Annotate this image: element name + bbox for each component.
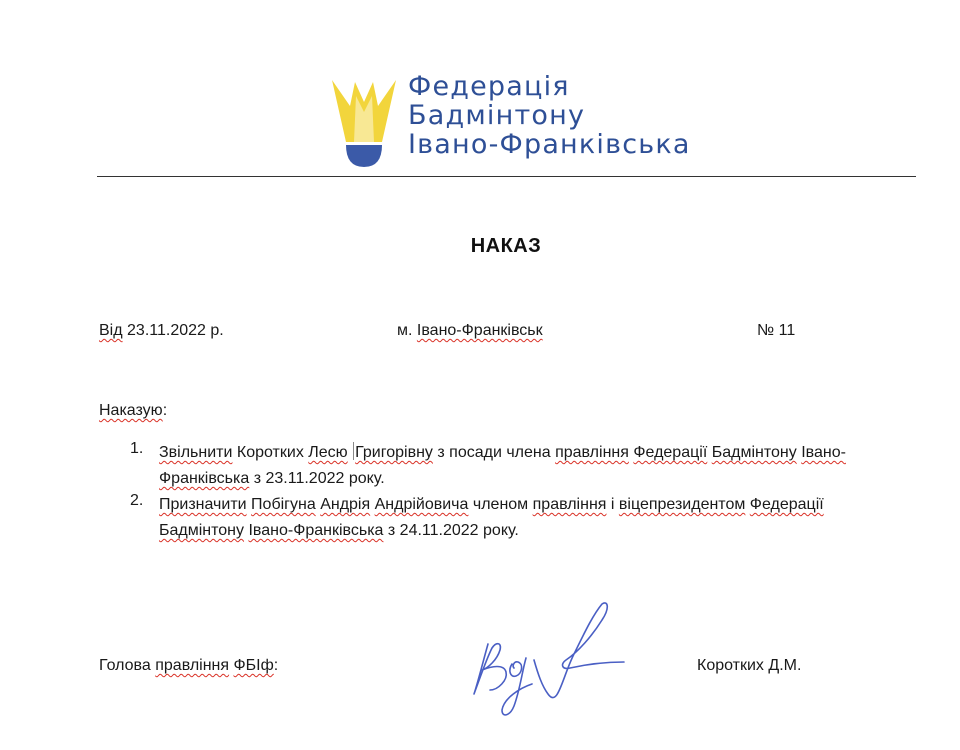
signatory-title (99, 657, 278, 675)
flagged-word: Федерації (749, 496, 824, 513)
flagged-word: Лесю (308, 444, 348, 461)
document-title: НАКАЗ (470, 235, 542, 257)
flagged-word: Івано-Франківська (248, 522, 384, 539)
flagged-word: правління (555, 444, 629, 461)
date-prefix: Від (99, 322, 123, 339)
intro-word: Наказую (99, 402, 163, 419)
flagged-word: Призначити (159, 496, 247, 513)
flagged-word: правління (532, 496, 607, 513)
flagged-word: Бадмінтону (159, 522, 245, 539)
date-value: 23.11.2022 р. (127, 322, 224, 339)
text-cursor (353, 442, 354, 460)
flagged-word: Григорівну (355, 444, 433, 461)
signatory-colon: : (273, 657, 279, 674)
shuttlecock-base-icon (346, 145, 382, 167)
text-run: членом (468, 496, 533, 513)
city-prefix: м. (397, 322, 413, 339)
flagged-word: Федерації (633, 444, 708, 461)
signatory-org: ФБІф (233, 657, 274, 674)
org-name-line-2: Бадмінтону (408, 100, 586, 131)
order-date (99, 322, 224, 340)
org-name (408, 72, 691, 159)
org-name-line-1: Федерація (408, 71, 570, 102)
shuttlecock-logo-icon (328, 72, 400, 170)
order-item-text (159, 440, 904, 492)
flagged-word: Івано-Франківська (159, 444, 846, 487)
text-run: з 24.11.2022 року. (383, 522, 519, 539)
text-run: з посади члена (432, 444, 556, 461)
flagged-word: Андрійовича (374, 496, 469, 513)
text-run (348, 444, 352, 461)
order-item-number: 2. (130, 492, 144, 509)
org-name-line-3: Івано-Франківська (408, 129, 691, 160)
header-divider (97, 176, 916, 177)
flagged-word: Бадмінтону (711, 444, 797, 461)
signatory-name: Коротких Д.М. (697, 657, 802, 674)
flagged-word: віцепрезидентом (618, 496, 746, 513)
signatory-word: Голова (99, 657, 151, 674)
text-run: з 23.11.2022 року. (249, 470, 385, 487)
order-number: № 11 (757, 322, 796, 339)
order-item-text (159, 492, 904, 544)
flagged-word: Звільнити (159, 444, 233, 461)
letterhead (328, 70, 708, 170)
order-item-number: 1. (130, 440, 144, 457)
flagged-word: Андрія (320, 496, 371, 513)
flagged-word: Побігуна (251, 496, 316, 513)
order-intro (99, 402, 167, 420)
intro-colon: : (162, 402, 168, 419)
order-city (397, 322, 543, 340)
signatory-word-2: правління (155, 657, 230, 674)
handwritten-signature (462, 598, 632, 726)
city-value: Івано-Франківськ (416, 322, 543, 339)
text-run: і (606, 496, 619, 513)
text-run: Коротких (236, 444, 304, 461)
